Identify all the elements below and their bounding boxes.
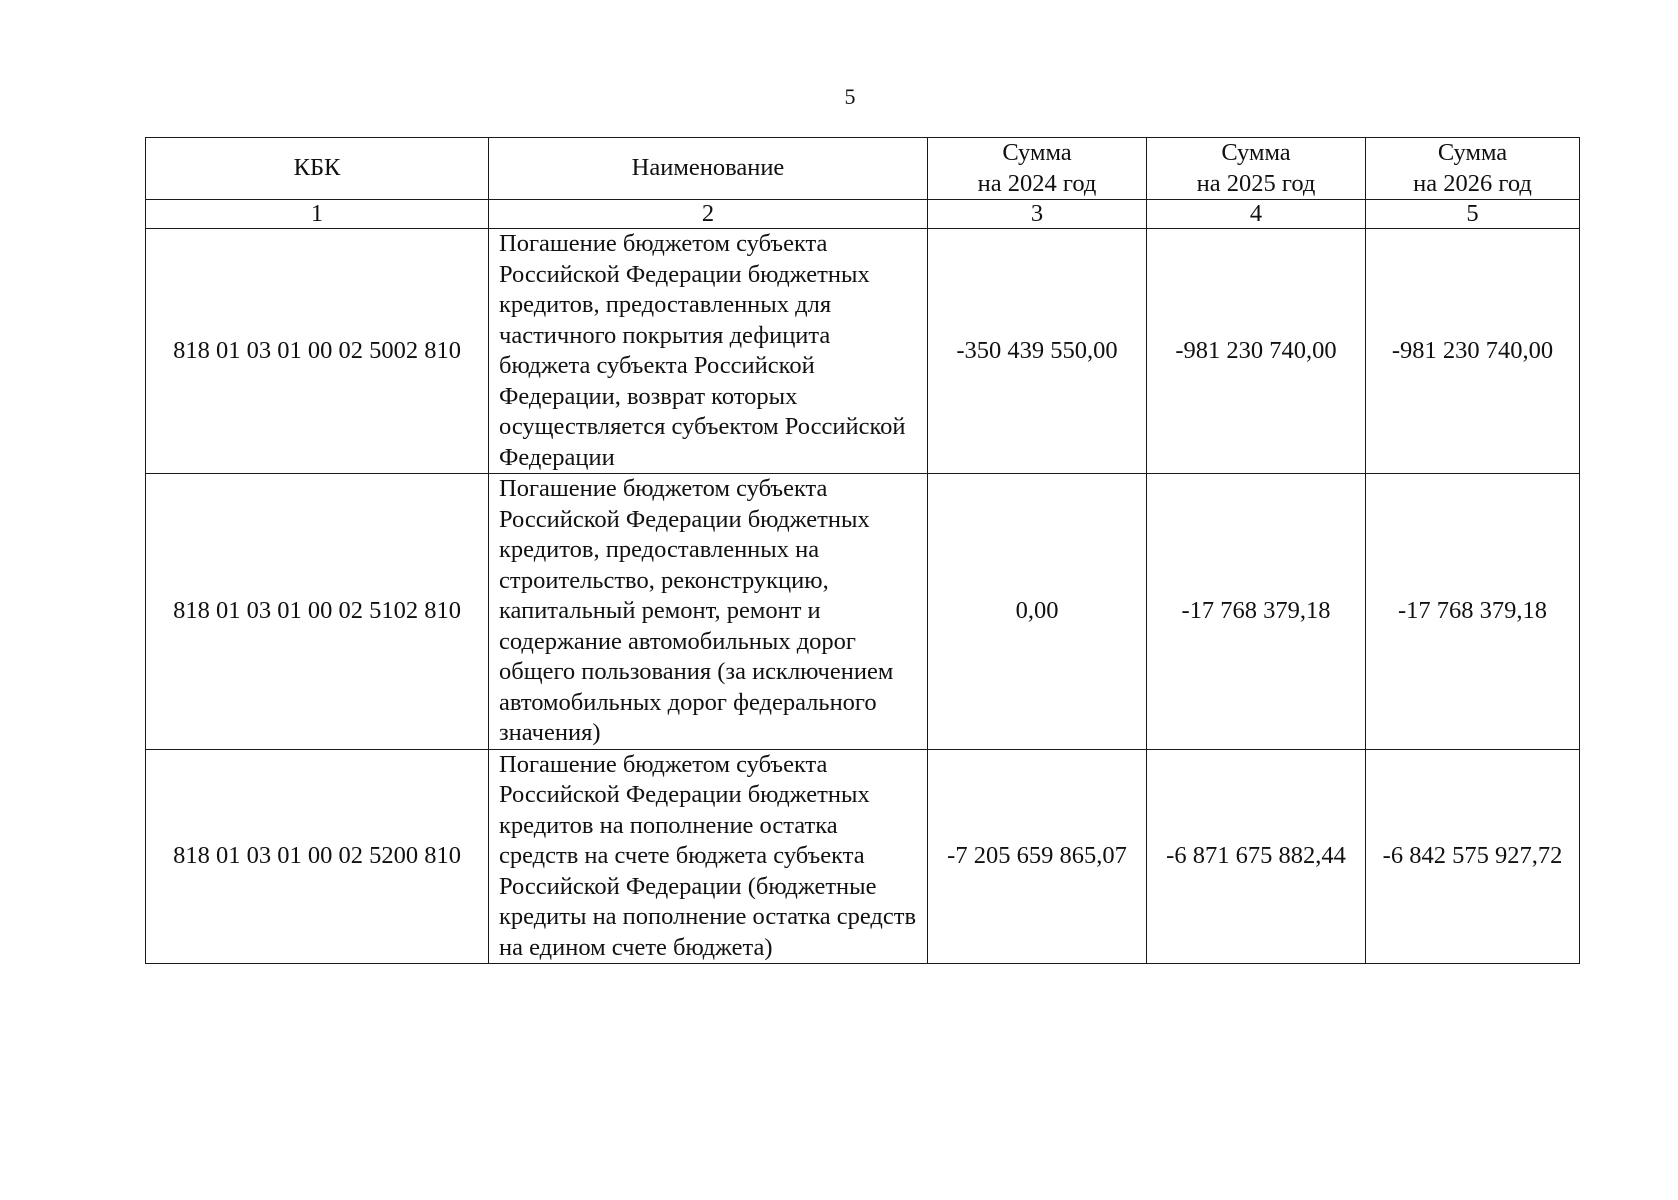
- table-row: [146, 749, 1580, 964]
- sum-2026-cell: -17 768 379,18: [1366, 474, 1580, 750]
- header-row: [146, 138, 1580, 200]
- column-number: 2: [489, 200, 928, 229]
- header-sum-2024-line2: на 2024 год: [977, 169, 1097, 197]
- kbk-cell: 818 01 03 01 00 02 5102 810: [146, 474, 489, 750]
- column-number: 3: [928, 200, 1147, 229]
- column-number-row: [146, 200, 1580, 229]
- sum-2024-cell: -350 439 550,00: [928, 229, 1147, 474]
- budget-table: [145, 137, 1580, 964]
- sum-2026-cell: -981 230 740,00: [1366, 229, 1580, 474]
- sum-2024-cell: 0,00: [928, 474, 1147, 750]
- table-row: [146, 229, 1580, 474]
- name-cell: Погашение бюджетом субъекта Российской Федерации бюджетных кредитов, предоставленных для частичного покрытия дефицита бюджета субъекта Российской Федерации, возврат которых осуществляется субъектом Российской Федерации: [489, 229, 928, 474]
- header-sum-2026-line2: на 2026 год: [1413, 169, 1532, 197]
- header-sum-2026: [1366, 138, 1580, 200]
- header-kbk: КБК: [146, 138, 489, 200]
- sum-2026-cell: -6 842 575 927,72: [1366, 749, 1580, 964]
- header-name: Наименование: [489, 138, 928, 200]
- sum-2025-cell: -17 768 379,18: [1147, 474, 1366, 750]
- kbk-cell: 818 01 03 01 00 02 5200 810: [146, 749, 489, 964]
- header-sum-2024: [928, 138, 1147, 200]
- page-number: 5: [844, 84, 856, 109]
- kbk-cell: 818 01 03 01 00 02 5002 810: [146, 229, 489, 474]
- table-row: [146, 474, 1580, 750]
- column-number: 4: [1147, 200, 1366, 229]
- header-sum-2025-line1: Сумма: [1221, 139, 1291, 166]
- column-number: 5: [1366, 200, 1580, 229]
- header-sum-2025: [1147, 138, 1366, 200]
- column-number: 1: [146, 200, 489, 229]
- sum-2025-cell: -981 230 740,00: [1147, 229, 1366, 474]
- header-sum-2025-line2: на 2025 год: [1196, 169, 1316, 197]
- name-cell: Погашение бюджетом субъекта Российской Федерации бюджетных кредитов на пополнение остатка средств на счете бюджета субъекта Российской Федерации (бюджетные кредиты на пополнение остатка средств на едином счете бюджета): [489, 749, 928, 964]
- name-cell: Погашение бюджетом субъекта Российской Федерации бюджетных кредитов, предоставленных на строительство, реконструкцию, капитальный ремонт, ремонт и содержание автомобильных дорог общего пользования (за исключением автомобильных дорог федерального значения): [489, 474, 928, 750]
- header-sum-2026-line1: Сумма: [1437, 139, 1508, 166]
- sum-2024-cell: -7 205 659 865,07: [928, 749, 1147, 964]
- sum-2025-cell: -6 871 675 882,44: [1147, 749, 1366, 964]
- header-sum-2024-line1: Сумма: [1002, 139, 1072, 166]
